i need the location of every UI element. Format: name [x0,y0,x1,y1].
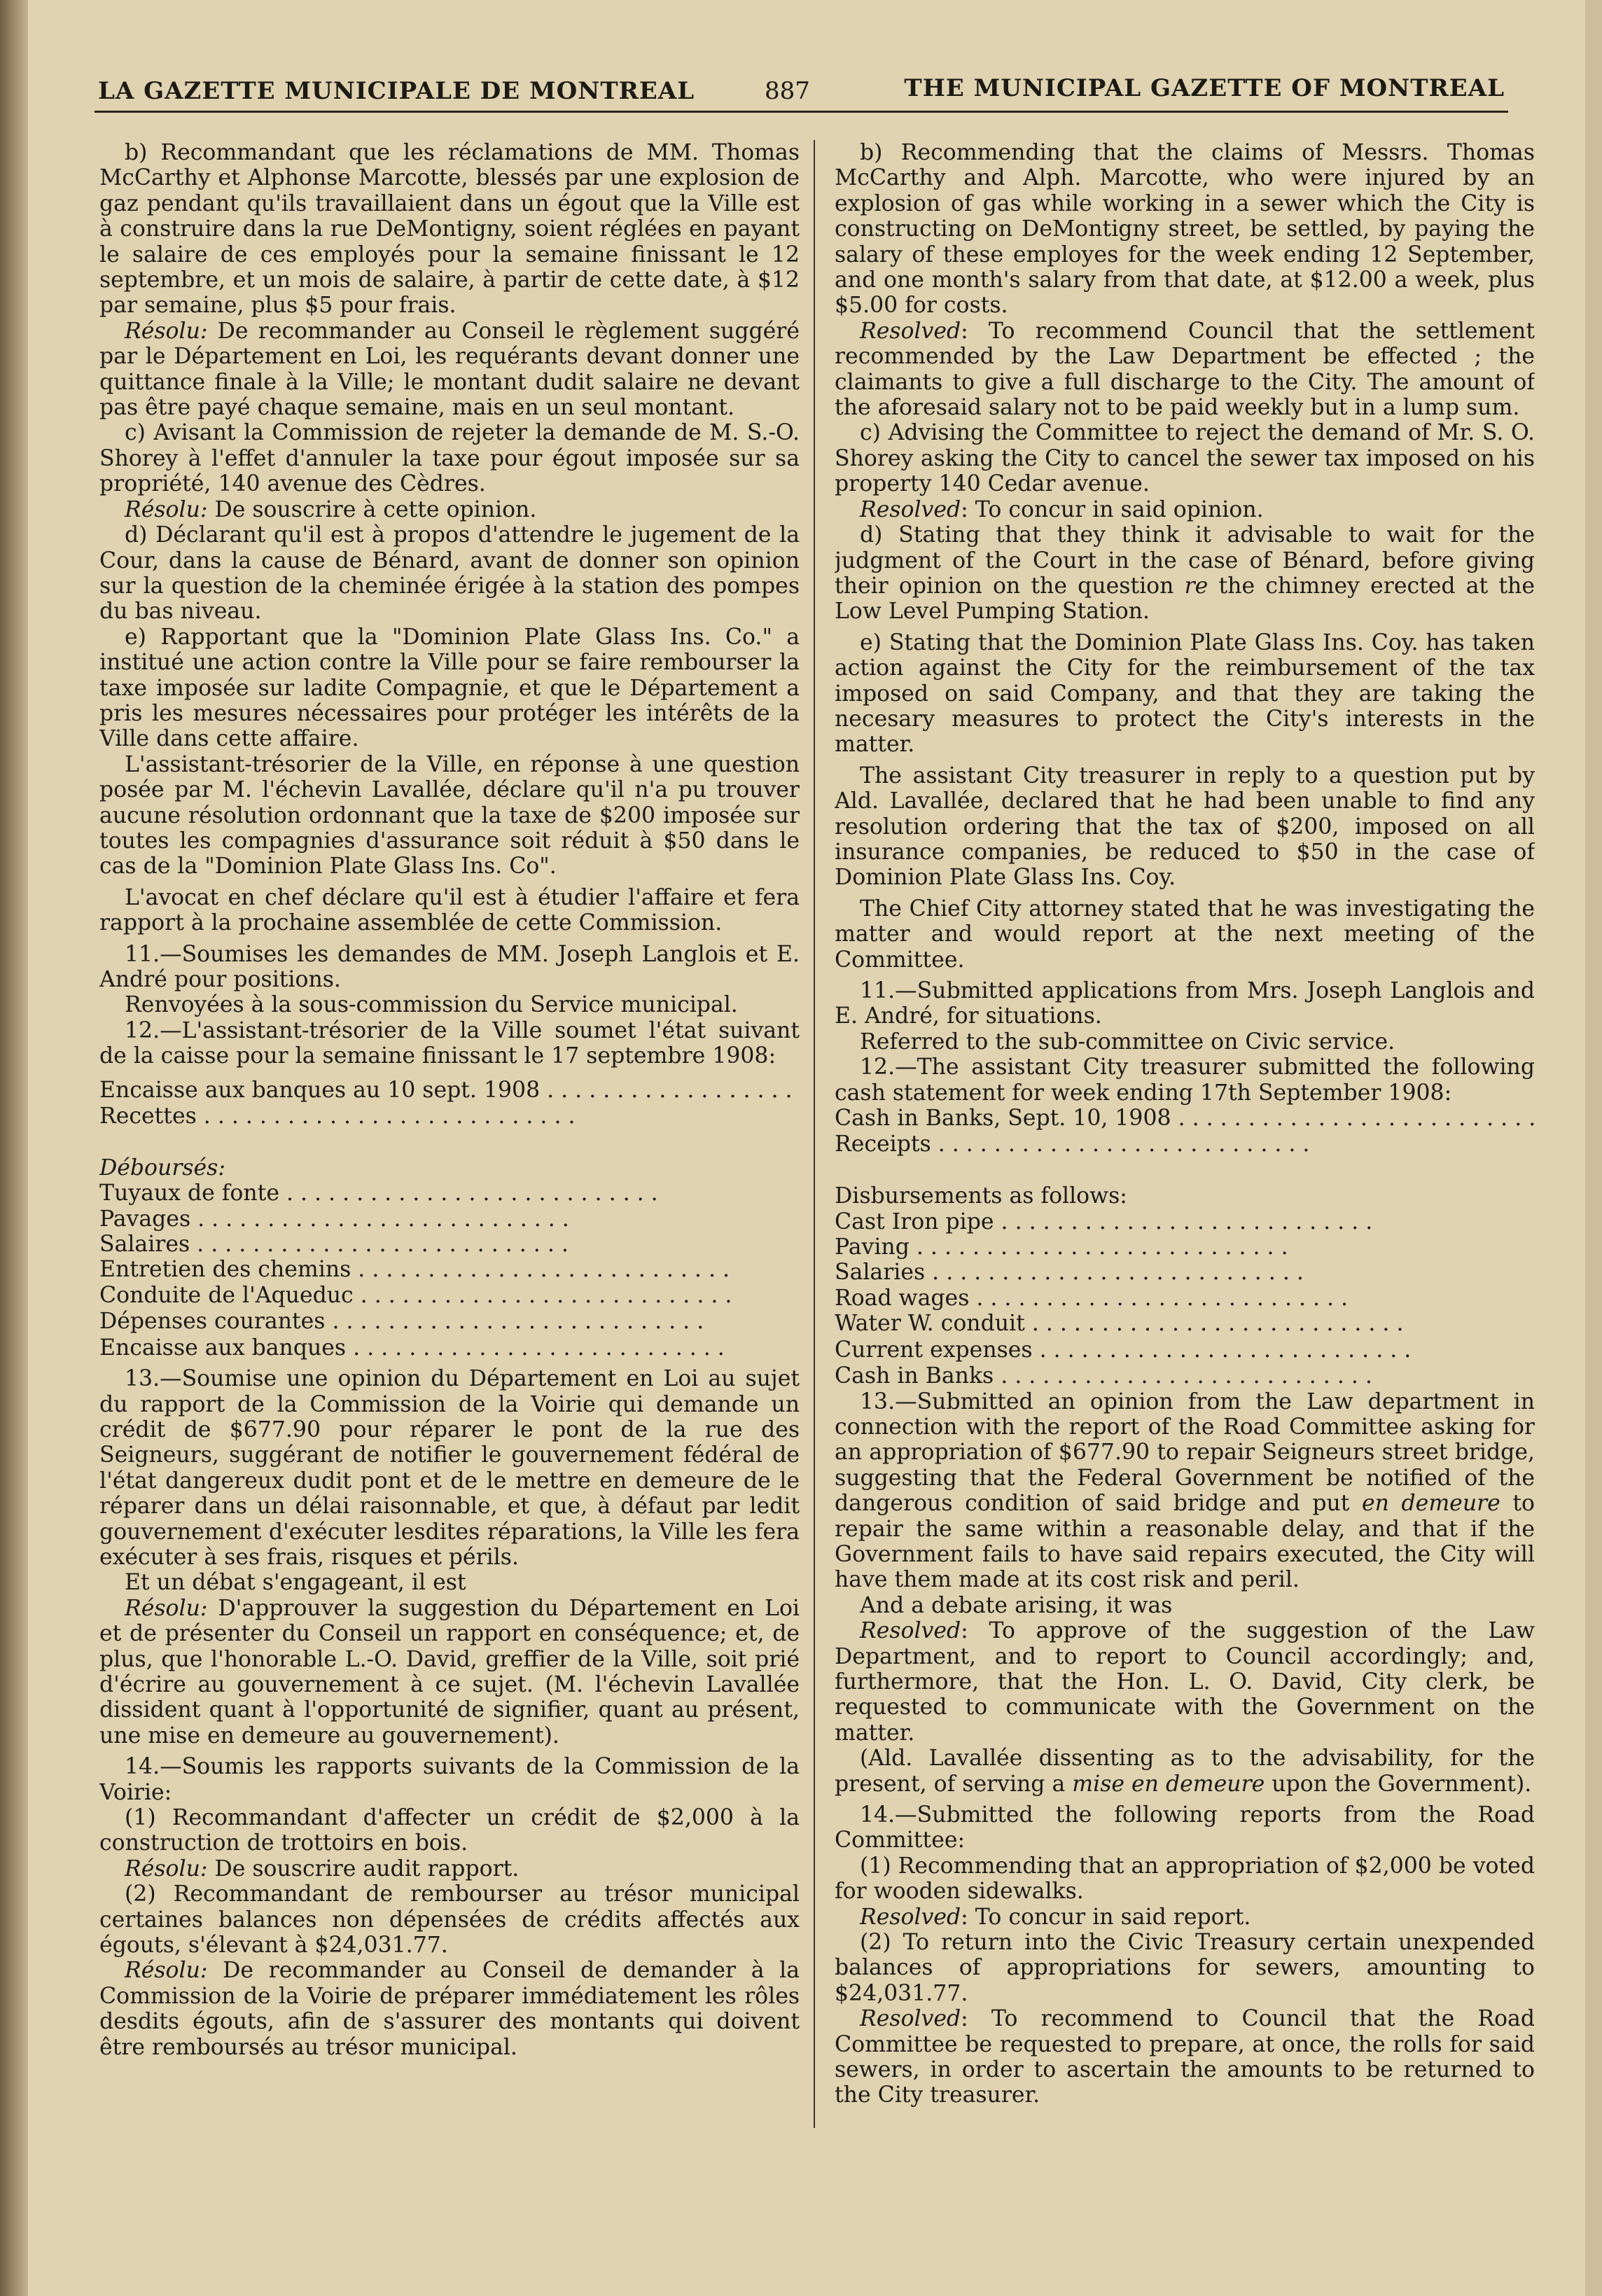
resolved-label: Resolved [860,496,961,522]
fr-item-11-referral: Renvoyées à la sous-commission du Service municipal. [125,992,738,1018]
resolu-label: Résolu: [125,1595,208,1621]
fr-resolution-14-2 [99,1958,800,2060]
en-resolution-14-2-text: : To recommend to Council that the Road Committee be requested to prepare, at once, the rolls for said sewers, in order to ascertain the amounts to be returned to the City treasurer. [835,2006,1535,2108]
header-rule [95,111,1508,113]
en-item-14-1: (1) Recommending that an appropriation of $2,000 be voted for wooden sidewalks. [835,1853,1535,1905]
resolved-label: Resolved [860,1904,961,1930]
en-resolution-c-text: : To concur in said opinion. [961,496,1264,522]
en-item-14-2: (2) To return into the Civic Treasury certain unexpended balances of appropriations for sewers, amounting to $24,031.77. [835,1930,1535,2006]
fr-cash-statement [99,1078,800,1361]
resolu-label: Résolu: [125,496,208,522]
resolved-label: Resolved [860,318,961,344]
fr-resolution-14-1 [99,1856,800,1881]
en-cash-statement [835,1106,1535,1389]
fr-disb-label: Conduite de l'Aqueduc . . . [99,1283,800,1308]
fr-disb-label: Entretien des chemins . . . [99,1257,800,1282]
fr-item-13: 13.—Soumise une opinion du Département en Loi au sujet du rapport de la Commission de la Voirie qui demande un crédit de $677.90 pour réparer le pont de la rue des Seigneurs, suggérant de notifier le gouvernement fédéral de l'état dangereux dudit pont et de le mettre en demeure de le réparer dans un délai raisonnable, et que, à défaut par ledit gouvernement d'exécuter lesdites réparations, la Ville les fera exécuter à ses frais, risques et périls. [99,1366,800,1570]
en-resolution-13 [835,1618,1535,1746]
fr-item-d: d) Déclarant qu'il est à propos d'attendre le jugement de la Cour, dans la cause de Bénard, avant de donner son opinion sur la question de la cheminée érigée à la station des pompes du bas niveau. [99,522,800,625]
en-item-e: e) Stating that the Dominion Plate Glass Ins. Coy. has taken action against the City for the reimbursement of the tax imposed on said Company, and that they are taking the necesary measures to protect the City's interests in the matter. [835,629,1535,758]
fr-receipts-label: Recettes . . . [99,1103,800,1129]
en-item-d: d) Stating that they think it advisable to wait for the judgment of the Court in the case of Bénard, before giving their opinion on the question re the chimney erected at the Low Level Pumping Station. [835,522,1535,625]
gazette-page [28,0,1585,2296]
page-number: 887 [765,77,810,105]
en-item-11-referral: Referred to the sub-committee on Civic service. [860,1029,1395,1055]
fr-item-b: b) Recommandant que les réclamations de MM. Thomas McCarthy et Alphonse Marcotte, blessés par une explosion de gaz pendant qu'ils travaillaient dans un égout que la Ville est à construire dans la rue DeMontigny, soient réglées en payant le salaire de ces employés pour la semaine finissant le 12 septembre, et un mois de salaire, à partir de cette date, à $12 par semaine, plus $5 pour frais. [99,140,800,319]
resolved-label: Resolved [860,2006,961,2032]
en-resolution-13-text: : To approve of the suggestion of the Law Department, and to report to Council accordingly; and, furthermore, that the Hon. L. O. David, City clerk, be requested to communicate with the Government on the matter. [835,1618,1535,1746]
fr-cash-label: Encaisse aux banques au 10 sept. 1908 . . . [99,1078,800,1103]
en-item-14: 14.—Submitted the following reports from the Road Committee: [835,1802,1535,1853]
en-item-c: c) Advising the Committee to reject the demand of Mr. S. O. Shorey asking the City to cancel the sewer tax imposed on his property 140 Cedar avenue. [835,420,1535,497]
fr-resolution-c [99,497,800,522]
header-title-english: THE MUNICIPAL GAZETTE OF MONTREAL [904,74,1505,102]
en-debate: And a debate arising, it was [860,1592,1173,1618]
en-disb-label: Paving . . . [835,1234,1535,1260]
fr-item-14-2: (2) Recommandant de rembourser au trésor municipal certaines balances non dépensées de crédits affectés aux égouts, s'élevant à $24,031.77. [99,1881,800,1958]
en-item-13: 13.—Submitted an opinion from the Law department in connection with the report of the Road Committee asking for an appropriation of $677.90 to repair Seigneurs street bridge, suggesting that the Federal Government be notified of the dangerous condition of said bridge and put en demeure to repair the same within a reasonable delay, and that if the Government fails to have said repairs executed, the City will have them made at its cost risk and peril. [835,1389,1535,1593]
resolved-label: Resolved [860,1618,961,1644]
en-cash-label: Cash in Banks, Sept. 10, 1908 . . . [835,1106,1535,1131]
en-disb-label: Current expenses . . . [835,1337,1535,1363]
fr-disb-label: Tuyaux de fonte . . . [99,1181,800,1206]
en-resolution-b [835,319,1535,421]
fr-resolution-14-2-text: De recommander au Conseil de demander à la Commission de la Voirie de préparer immédiatement les rôles desdits égouts, afin de s'assurer des montants qui doivent être remboursés au trésor municipal. [99,1958,800,2060]
fr-disb-heading: Déboursés: [99,1155,225,1181]
fr-resolution-14-1-text: De souscrire audit rapport. [214,1856,520,1881]
fr-item-c: c) Avisant la Commission de rejeter la demande de M. S.-O. Shorey à l'effet d'annuler la taxe pour égout imposée sur sa propriété, 140 avenue des Cèdres. [99,420,800,497]
french-column [99,140,800,2254]
en-chief-attorney: The Chief City attorney stated that he was investigating the matter and would report at the next meeting of the Committee. [835,896,1535,973]
fr-chief-attorney: L'avocat en chef déclare qu'il est à étudier l'affaire et fera rapport à la prochaine assemblée de cette Commission. [99,884,800,936]
fr-disb-label: Dépenses courantes . . . [99,1308,800,1334]
page-header [28,69,1585,118]
en-item-b: b) Recommending that the claims of Messrs. Thomas McCarthy and Alph. Marcotte, who were injured by an explosion of gas while working in a sewer which the City is constructing on DeMontigny street, be settled, by paying the salary of these employes for the week ending 12 September, and one month's salary from that date, at $12.00 a week, plus $5.00 for costs. [835,140,1535,319]
en-assistant-treasurer: The assistant City treasurer in reply to a question put by Ald. Lavallée, declared that he had been unable to find any resolution ordering that the tax of $200, imposed on all insurance companies, be reduced to $50 in the case of Dominion Plate Glass Ins. Coy. [835,763,1535,891]
fr-resolution-13-text: D'approuver la suggestion du Département en Loi et de présenter du Conseil un rapport en conséquence; et, de plus, que l'honorable L.-O. David, greffier de la Ville, soit prié d'écrire au gouvernement à ce sujet. (M. l'échevin Lavallée dissident quant à l'opportunité de signifier, quant au présent, une mise en demeure au gouvernement). [99,1595,800,1748]
fr-item-14: 14.—Soumis les rapports suivants de la Commission de la Voirie: [99,1754,800,1805]
en-disb-label: Water W. conduit . . . [835,1311,1535,1336]
fr-disb-label: Pavages . . . [99,1206,800,1232]
en-resolution-c [835,497,1535,522]
en-final-label: Cash in Banks . . . [835,1363,1535,1389]
fr-resolution-c-text: De souscrire à cette opinion. [214,496,537,522]
en-resolution-14-1-text: : To concur in said report. [961,1904,1251,1930]
resolu-label: Résolu: [125,1958,208,1984]
en-item-11: 11.—Submitted applications from Mrs. Joseph Langlois and E. André, for situations. [835,978,1535,1029]
fr-resolution-13 [99,1596,800,1748]
en-disb-label: Cast Iron pipe . . . [835,1209,1535,1234]
resolu-label: Résolu: [125,318,208,344]
en-resolution-14-1 [835,1905,1535,1930]
fr-item-e: e) Rapportant que la "Dominion Plate Glass Ins. Co." a institué une action contre la Ville pour se faire rembourser la taxe imposée sur ladite Compagnie, et que le Département a pris les mesures nécessaires pour protéger les intérêts de la Ville dans cette affaire. [99,624,800,752]
fr-resolution-b-text: De recommander au Conseil le règlement suggéré par le Département en Loi, les requérants devant donner une quittance finale à la Ville; le montant dudit salaire ne devant pas être payé chaque semaine, mais en un seul montant. [99,318,800,421]
fr-item-11: 11.—Soumises les demandes de MM. Joseph Langlois et E. André pour positions. [99,941,800,992]
header-title-french: LA GAZETTE MUNICIPALE DE MONTREAL [98,77,695,105]
en-disb-label: Salaries . . . [835,1260,1535,1285]
en-item-12: 12.—The assistant City treasurer submitted the following cash statement for week ending 17th September 1908: [835,1055,1535,1106]
fr-assistant-treasurer: L'assistant-trésorier de la Ville, en réponse à une question posée par M. l'échevin Lavallée, déclare qu'il n'a pu trouver aucune résolution ordonnant que la taxe de $200 imposée sur toutes les compagnies d'assurance soit réduit à $50 dans le cas de la "Dominion Plate Glass Ins. Co". [99,751,800,879]
english-column [835,140,1535,2254]
column-divider [814,140,815,2128]
book-spine-shadow [0,0,28,2296]
en-disb-heading: Disbursements as follows: [835,1183,1127,1209]
fr-item-14-1: (1) Recommandant d'affecter un crédit de $2,000 à la construction de trottoirs en bois. [99,1805,800,1856]
en-disb-label: Road wages . . . [835,1286,1535,1311]
fr-item-12: 12.—L'assistant-trésorier de la Ville soumet l'état suivant de la caisse pour la semaine finissant le 17 septembre 1908: [99,1017,800,1069]
fr-debate: Et un débat s'engageant, il est [125,1570,466,1596]
en-resolution-14-2 [835,2006,1535,2108]
fr-resolution-b [99,319,800,421]
fr-disb-label: Salaires . . . [99,1232,800,1257]
en-receipts-label: Receipts . . . [835,1131,1535,1157]
resolu-label: Résolu: [125,1856,208,1881]
en-dissent: (Ald. Lavallée dissenting as to the advisability, for the present, of serving a mise en demeure upon the Government). [835,1746,1535,1797]
en-resolution-b-text: : To recommend Council that the settlement recommended by the Law Department be effected ; the claimants to give a full discharge to the City. The amount of the aforesaid salary not to be paid weekly but in a lump sum. [835,318,1535,421]
fr-final-label: Encaisse aux banques . . . [99,1335,800,1361]
